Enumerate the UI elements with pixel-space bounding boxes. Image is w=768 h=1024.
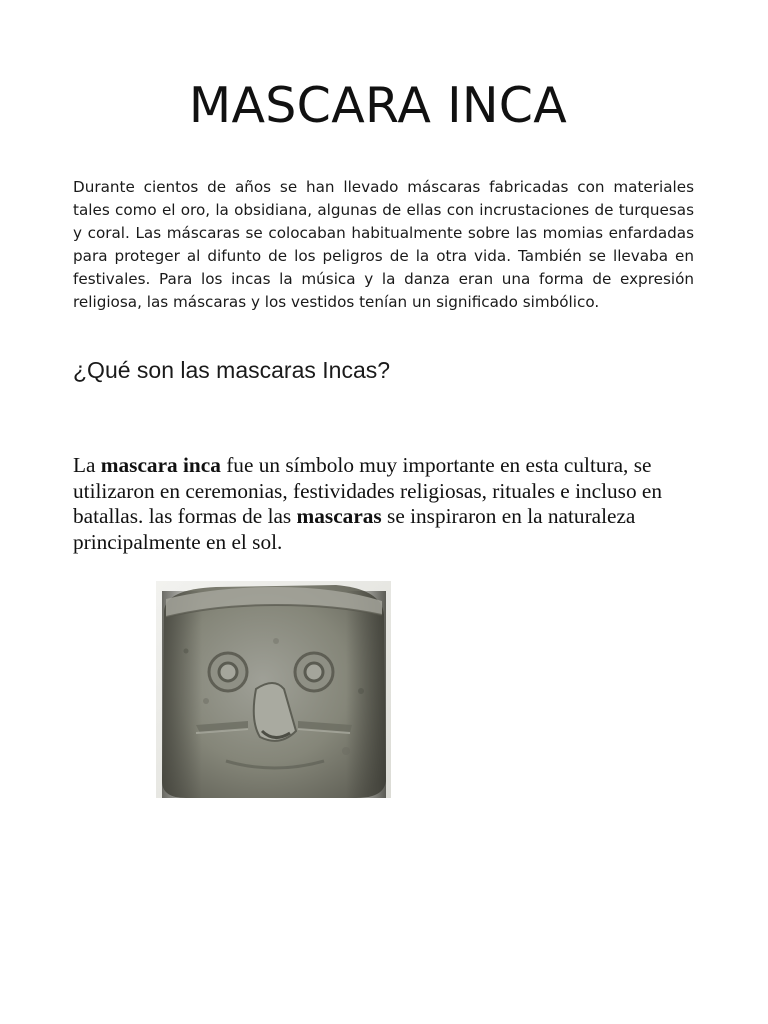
answer-bold-2: mascaras xyxy=(296,504,382,528)
left-eye-carving xyxy=(209,653,247,691)
answer-text-2: fue un símbolo muy importante en esta cultura, se utilizaron en ceremonias, festividades religiosas, rituales e incluso en batallas. las formas de las xyxy=(73,453,663,528)
intro-paragraph: Durante cientos de años se han llevado máscaras fabricadas con materiales tales como el oro, la obsidiana, algunas de ellas con incrustaciones de turquesas y coral. Las máscaras se colocaban habitualmente sobre las momias enfardadas para proteger al difunto de los peligros de la otra vida. También se llevaba en festivales. Para los incas la música y la danza eran una forma de expresión religiosa, las máscaras y los vestidos tenían un significado simbólico. xyxy=(73,178,694,312)
page-title: MASCARA INCA xyxy=(188,77,568,134)
answer-bold-1: mascara inca xyxy=(100,453,221,477)
question-heading: ¿Qué son las mascaras Incas? xyxy=(73,357,391,383)
answer-text-3: se inspiraron en la naturaleza principalmente en el sol. xyxy=(73,504,636,554)
inca-mask-photo xyxy=(156,581,391,798)
answer-text-1: La xyxy=(73,453,101,477)
stone-mask-illustration xyxy=(156,581,391,798)
answer-paragraph xyxy=(73,453,713,555)
right-eye-carving xyxy=(295,653,333,691)
